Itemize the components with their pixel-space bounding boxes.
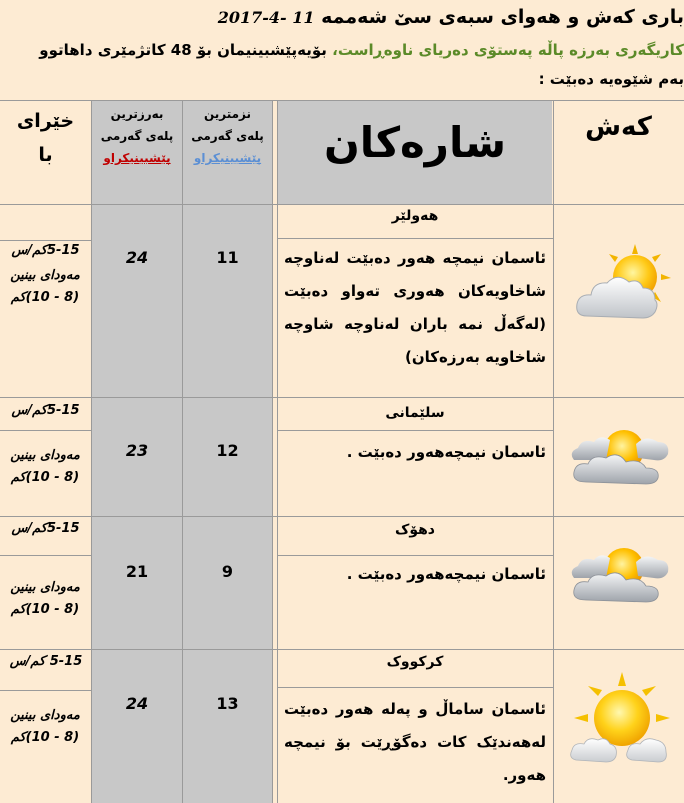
wind-header-line1: خێرای xyxy=(16,110,75,132)
description-sulaymaniyah: ئاسمان نیمچەهەور دەبێت . xyxy=(346,443,546,461)
description-erbil: ئاسمان نیمچە هەور دەبێت لەناوچە شاخاویەکان هەوری تەواو دەبێت (لەگەڵ نمە باران لەناوچە شاوچە شاخاویە بەرزەکان) xyxy=(284,249,546,366)
intro-text: بۆیەپێشبینیمان بۆ 48 کاتژمێری داهاتوو xyxy=(39,41,327,59)
wind-speed-kirkuk: 5-15 کم/س xyxy=(9,654,83,669)
description-kirkuk: ئاسمان ساماڵ و پەلە هەور دەبێت لەهەندێک کات دەگۆڕێت بۆ نیمچە هەور. xyxy=(284,700,546,784)
max-header-line2: پلەی گەرمی xyxy=(100,129,174,143)
visibility-duhok: مەودای بینین (8 - 10)کم xyxy=(10,580,80,617)
min-temp-kirkuk: 13 xyxy=(216,694,239,713)
max-temp-sulaymaniyah: 23 xyxy=(125,441,149,460)
min-temp-sulaymaniyah: 12 xyxy=(216,441,239,460)
partly-cloudy-icon xyxy=(566,538,676,606)
max-header-line1: بەرزترین xyxy=(110,107,164,121)
visibility-sulaymaniyah: مەودای بینین (8 - 10)کم xyxy=(10,448,80,485)
min-temp-duhok: 9 xyxy=(221,562,234,581)
city-name-sulaymaniyah: سلێمانی xyxy=(385,405,445,421)
forecast-date: 11 -4-2017 xyxy=(217,8,315,27)
wind-speed-sulaymaniyah: 5-15کم/س xyxy=(11,403,80,418)
sun-behind-cloud-icon xyxy=(575,242,675,324)
max-header-line3: پێشبینیکراو xyxy=(103,151,171,165)
max-temp-duhok: 21 xyxy=(125,562,149,581)
cities-column-header: شارەکان xyxy=(323,118,507,167)
page-title xyxy=(0,6,684,28)
min-temp-erbil: 11 xyxy=(216,248,239,267)
city-name-kirkuk: کرکووک xyxy=(386,654,444,670)
description-duhok: ئاسمان نیمچەهەور دەبێت . xyxy=(346,565,546,583)
max-temp-column-header xyxy=(92,103,182,169)
visibility-erbil: مەودای بینین (8 - 10)کم xyxy=(10,268,80,305)
city-name-duhok: دهۆک xyxy=(394,522,435,538)
weather-column-header: کەش xyxy=(585,112,652,142)
intro-green-text: کاریگەری بەرزە پاڵە پەستۆی دەریای ناوەڕاست، xyxy=(332,41,684,59)
min-temp-column-header xyxy=(183,103,272,169)
sun-with-clouds-icon xyxy=(570,670,674,770)
wind-speed-duhok: 5-15کم/س xyxy=(11,521,80,536)
min-header-line1: نزمترین xyxy=(203,107,252,121)
max-temp-kirkuk: 24 xyxy=(125,694,149,713)
wind-header-line2: با xyxy=(38,144,53,166)
min-header-line2: پلەی گەرمی xyxy=(191,129,264,143)
wind-speed-erbil: 5-15کم/س xyxy=(11,243,80,258)
wind-column-header xyxy=(0,104,91,172)
partly-cloudy-icon xyxy=(566,420,676,488)
intro-line xyxy=(0,41,684,59)
max-temp-erbil: 24 xyxy=(125,248,149,267)
intro-line-2: بەم شێوەیە دەبێت : xyxy=(538,70,684,88)
city-name-erbil: هەولێر xyxy=(391,208,439,224)
title-text: باری کەش و هەوای سبەی سێ شەممە xyxy=(321,6,684,28)
visibility-kirkuk: مەودای بینین (8 - 10)کم xyxy=(10,708,80,745)
min-header-line3: پێشبینیکراو xyxy=(193,151,262,165)
